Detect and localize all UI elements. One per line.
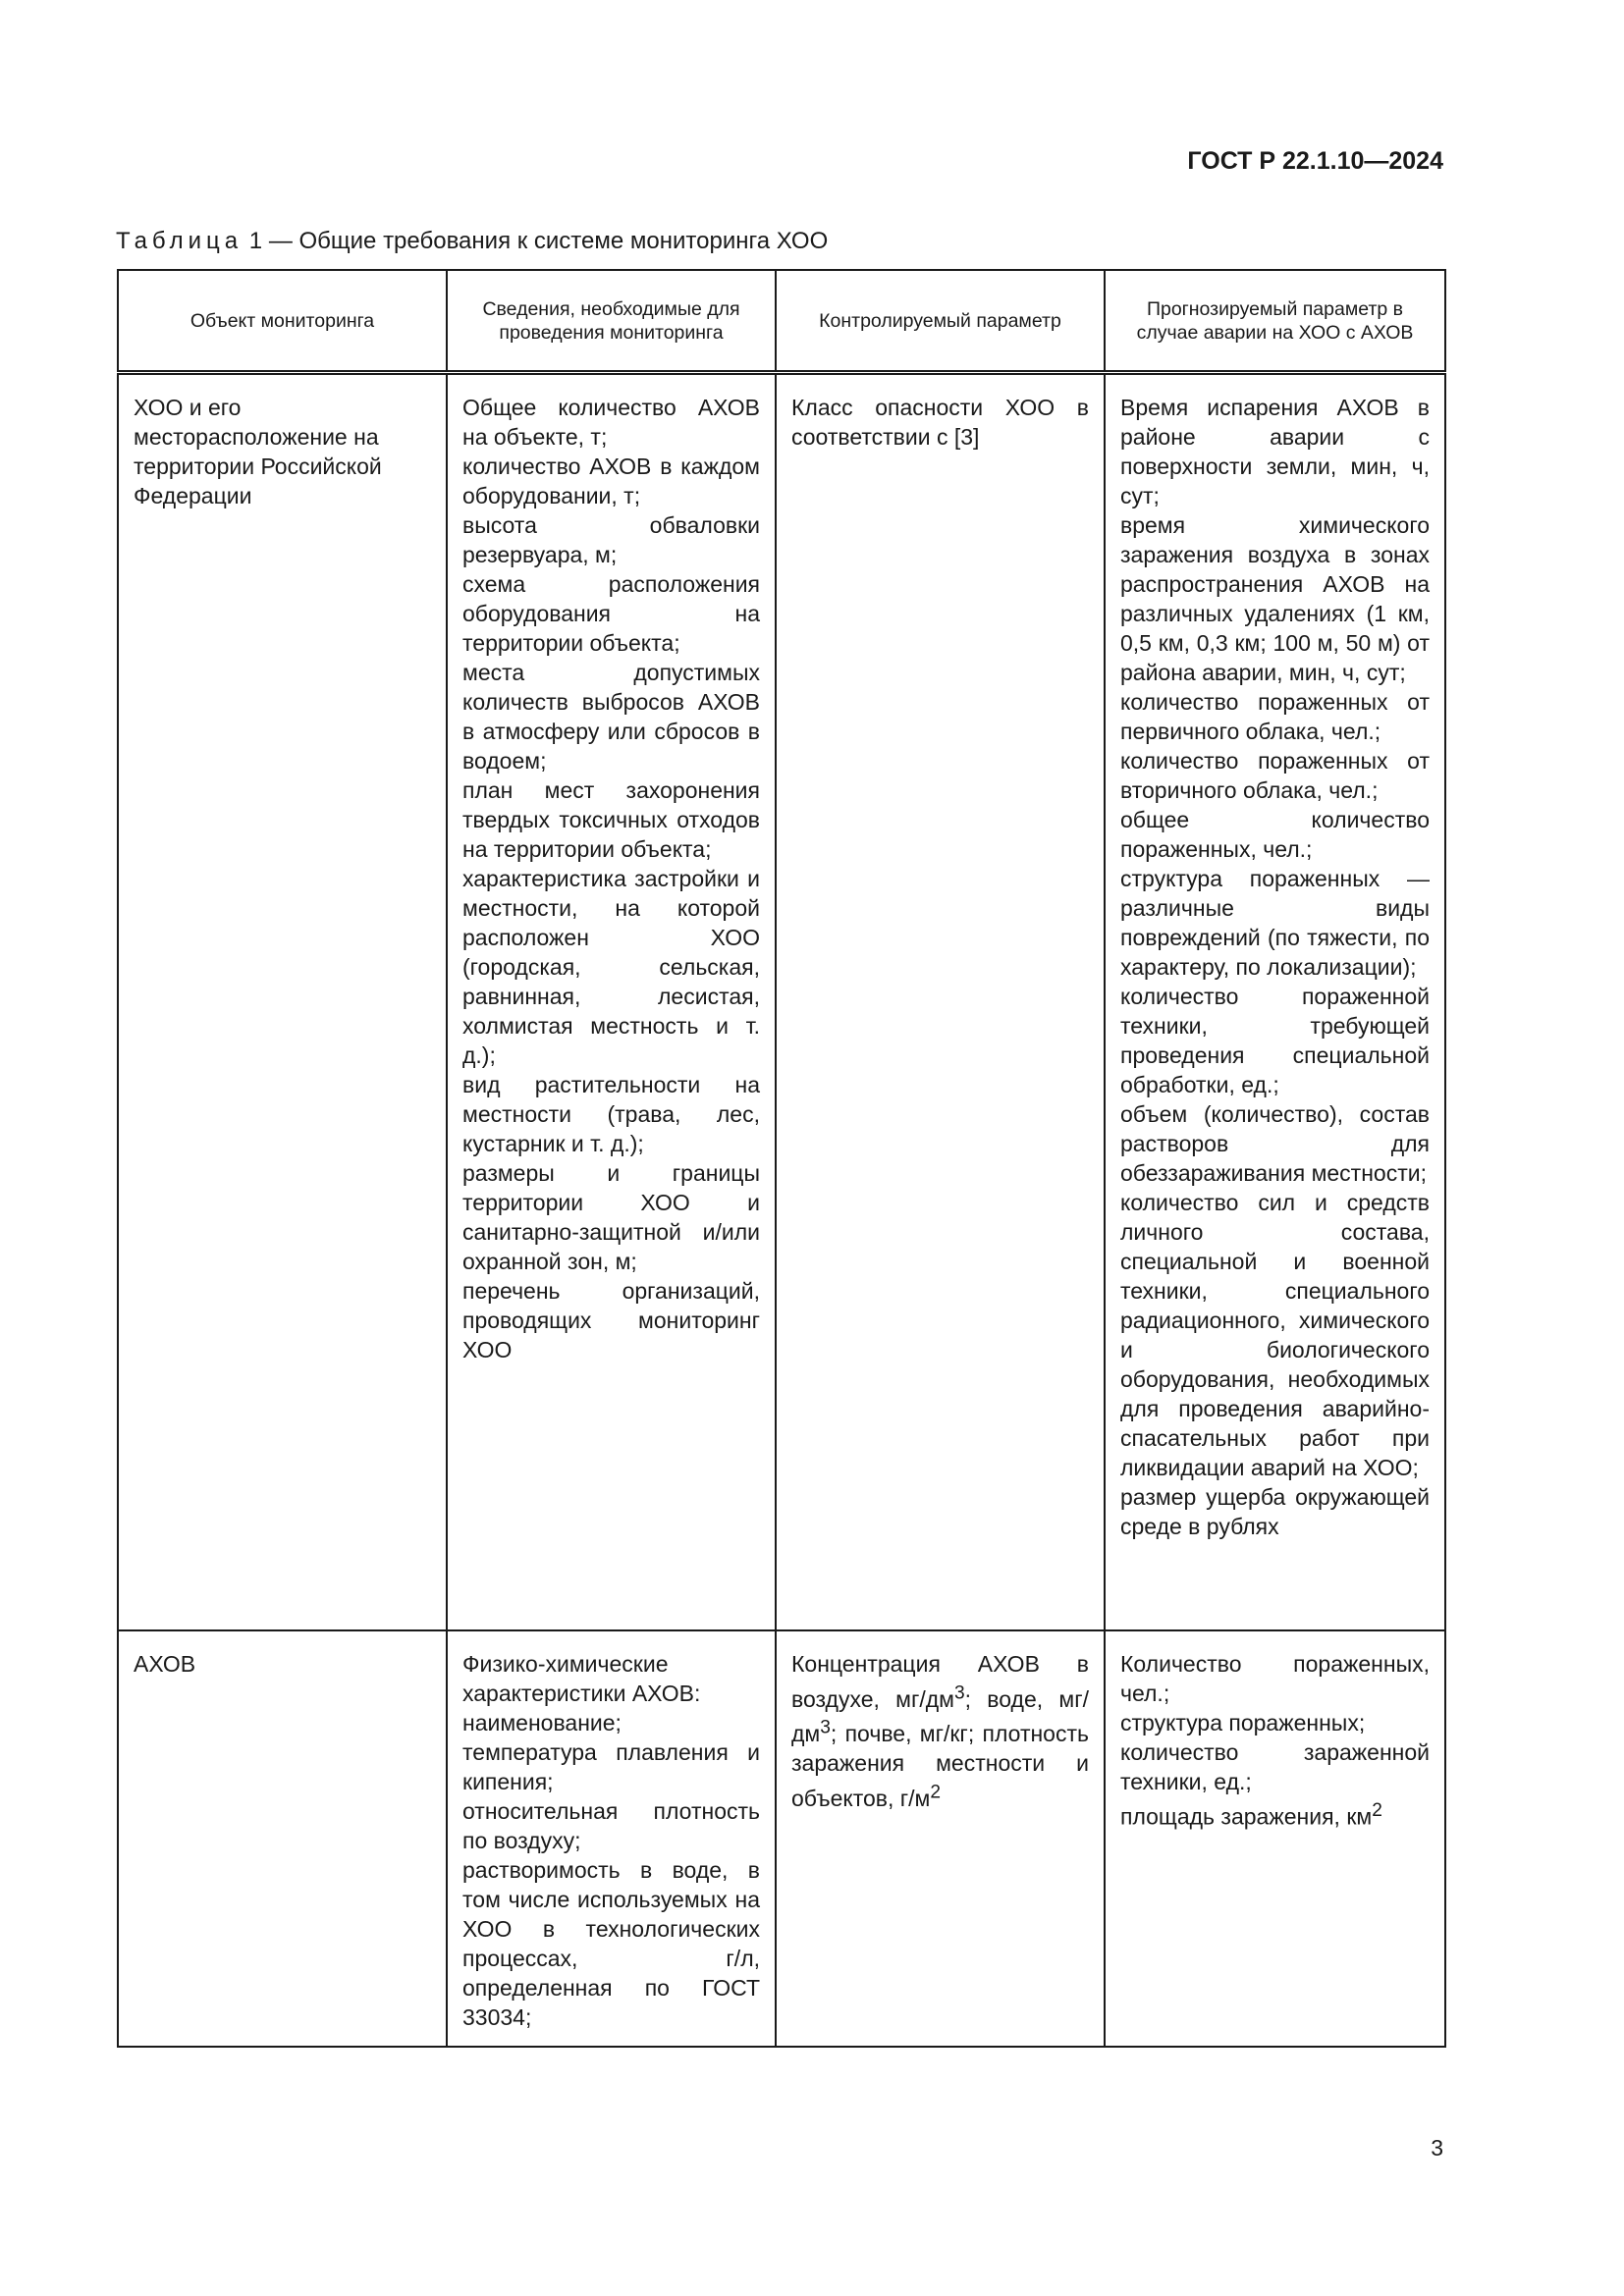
param-text: Класс опасности ХОО в соответствии с [3] [791, 395, 1089, 450]
document-designation: ГОСТ Р 22.1.10—2024 [1187, 147, 1443, 175]
info-item: растворимость в воде, в том числе используемых на ХОО в технологических процессах, г/л, определенная по ГОСТ 33034; [462, 1857, 760, 2030]
column-header-object: Объект мониторинга [118, 270, 447, 373]
table-caption-number: 1 [248, 228, 263, 254]
column-header-forecast: Прогнозируемый параметр в случае аварии на ХОО с АХОВ [1105, 270, 1445, 373]
forecast-item: количество сил и средств личного состава, специальной и военной техники, специального радиационного, химического и биологического оборудования, необходимых для проведения аварийно-спасательных работ при ликвидации аварий на ХОО; [1120, 1190, 1430, 1480]
forecast-item: Количество пораженных, чел.; [1120, 1651, 1430, 1706]
forecast-item: структура пораженных; [1120, 1710, 1366, 1735]
column-header-info: Сведения, необходимые для проведения мониторинга [447, 270, 776, 373]
forecast-item: количество пораженных от первичного облака, чел.; [1120, 689, 1430, 744]
forecast-item: количество пораженных от вторичного облака, чел.; [1120, 748, 1430, 803]
cell-info [447, 373, 776, 1631]
info-item: наименование; [462, 1710, 622, 1735]
forecast-item: количество зараженной техники, ед.; [1120, 1739, 1430, 1794]
cell-object [118, 1630, 447, 2047]
info-item: температура плавления и кипения; [462, 1739, 760, 1794]
table-row [118, 1630, 1445, 2047]
cell-forecast [1105, 373, 1445, 1631]
forecast-item: структура пораженных — различные виды повреждений (по тяжести, по характеру, по локализации); [1120, 866, 1430, 980]
info-item: вид растительности на местности (трава, лес, кустарник и т. д.); [462, 1072, 760, 1156]
forecast-item: Время испарения АХОВ в районе аварии с поверхности земли, мин, ч, сут; [1120, 395, 1430, 508]
forecast-item: размер ущерба окружающей среде в рублях [1120, 1484, 1430, 1539]
forecast-item: общее количество пораженных, чел.; [1120, 807, 1430, 862]
info-item: относительная плотность по воздуху; [462, 1798, 760, 1853]
param-superscript: 3 [953, 1682, 965, 1703]
forecast-item: время химического заражения воздуха в зонах распространения АХОВ на различных удалениях (1 км, 0,5 км, 0,3 км; 100 м, 50 м) от района аварии, мин, ч, сут; [1120, 512, 1430, 685]
param-superscript: 2 [930, 1782, 942, 1803]
monitoring-requirements-table [117, 269, 1446, 2048]
param-part: ; почве, мг/кг; плотность заражения местности и объектов, г/м [791, 1721, 1089, 1811]
table-header-row [118, 270, 1445, 373]
param-part: ; воде, мг/дм [791, 1685, 1089, 1747]
forecast-item [1120, 1796, 1430, 1832]
page-number: 3 [1431, 2135, 1443, 2161]
cell-forecast [1105, 1630, 1445, 2047]
info-item: Общее количество АХОВ на объекте, т; [462, 395, 760, 450]
object-text: АХОВ [134, 1651, 196, 1677]
forecast-item: количество пораженной техники, требующей проведения специальной обработки, ед.; [1120, 984, 1430, 1097]
forecast-superscript: 2 [1372, 1800, 1382, 1821]
param-part: Концентрация АХОВ в воздухе, мг/дм [791, 1651, 1089, 1712]
info-item: места допустимых количеств выбросов АХОВ в атмосферу или сбросов в водоем; [462, 660, 760, 774]
info-item: Физико-химические характеристики АХОВ: [462, 1651, 701, 1706]
cell-object [118, 373, 447, 1631]
object-text: ХОО и его месторасположение на территории Российской Федерации [134, 395, 382, 508]
info-item: размеры и границы территории ХОО и санитарно-защитной и/или охранной зон, м; [462, 1160, 760, 1274]
cell-info [447, 1630, 776, 2047]
table-caption [116, 228, 828, 255]
forecast-text: площадь заражения, км [1120, 1803, 1373, 1830]
cell-param [776, 373, 1105, 1631]
cell-param [776, 1630, 1105, 2047]
param-text [791, 1651, 1089, 1811]
table-row [118, 373, 1445, 1631]
param-superscript: 3 [820, 1717, 831, 1738]
info-item: схема расположения оборудования на территории объекта; [462, 571, 760, 656]
info-item: количество АХОВ в каждом оборудовании, т; [462, 454, 760, 508]
info-item: характеристика застройки и местности, на которой расположен ХОО (городская, сельская, равнинная, лесистая, холмистая местность и т. д.); [462, 866, 760, 1068]
table-caption-title: — Общие требования к системе мониторинга ХОО [268, 228, 829, 254]
info-item: высота обваловки резервуара, м; [462, 512, 760, 567]
info-item: перечень организаций, проводящих мониторинг ХОО [462, 1278, 760, 1362]
table-caption-label: Таблица [116, 228, 244, 254]
forecast-item: объем (количество), состав растворов для обеззараживания местности; [1120, 1101, 1430, 1186]
info-item: план мест захоронения твердых токсичных отходов на территории объекта; [462, 777, 760, 862]
column-header-param: Контролируемый параметр [776, 270, 1105, 373]
